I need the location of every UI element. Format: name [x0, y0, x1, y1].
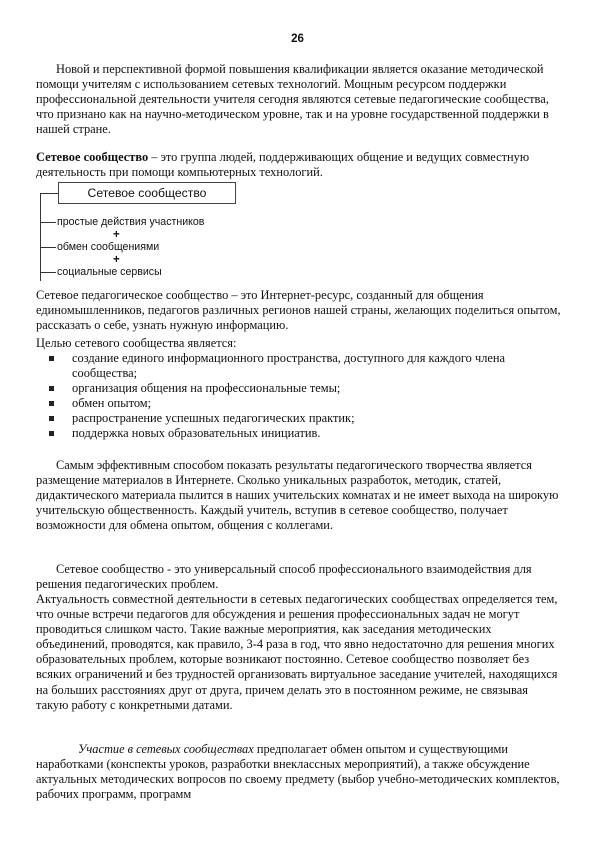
diagram-plus: +	[113, 254, 120, 266]
list-item: поддержка новых образовательных инициатив.	[36, 426, 561, 441]
list-item: создание единого информационного пространства, доступного для каждого члена сообщества;	[36, 351, 561, 381]
pedagogical-community-term: Сетевое педагогическое сообщество	[36, 288, 229, 302]
universal-way-paragraph: Сетевое сообщество - это универсальный способ профессионального взаимодействия для решения педагогических проблем.	[36, 562, 532, 592]
diagram-item: обмен сообщениями	[40, 241, 159, 254]
effective-way-paragraph: Самым эффективным способом показать результаты педагогического творчества является размещение материалов в Интернете. Сколько уникальных разработок, методик, статей, дидактического материала пылится в наших учительских комнатах и не имеет выхода на широкую учительскую общественность. Каждый учитель, вступив в сетевое сообщество, получает возможности для обмена опытом, общения с коллегами.	[36, 458, 559, 533]
diagram-item: простые действия участников	[40, 216, 204, 229]
list-item: организация общения на профессиональные темы;	[36, 381, 561, 396]
goals-heading: Целью сетевого сообщества является:	[36, 336, 237, 350]
page-number: 26	[291, 33, 304, 45]
bullet-icon	[49, 431, 54, 436]
relevance-paragraph: Актуальность совместной деятельности в сетевых педагогических сообществах определяется тем, что очные встречи педагогов для обсуждения и решения профессиональных задач не могут проводиться слишком часто. Такие важные мероприятия, как заседания методических объединений, проводятся, как правило, 3-4 раза в год, что явно недостаточно для решения многих образовательных проблем, которые возникают постоянно. Сетевое сообщество позволяет без всяких ограничений и без трудностей организовать виртуальное заседание учителей, находящихся на больших расстояниях друг от друга, причем делать это в постоянном режиме, не связывая такую работу с конкретными датами.	[36, 592, 558, 712]
list-item: обмен опытом;	[36, 396, 561, 411]
diagram-title: Сетевое сообщество	[58, 182, 236, 204]
bullet-icon	[49, 356, 54, 361]
diagram-item: социальные сервисы	[40, 266, 162, 279]
diagram-connector	[40, 193, 60, 194]
network-community-definition	[36, 150, 561, 180]
bullet-icon	[49, 416, 54, 421]
participation-paragraph	[36, 742, 561, 802]
diagram-plus: +	[113, 229, 120, 241]
pedagogical-community-definition-text: – это Интернет-ресурс, созданный для общения единомышленников, педагогов различных регионов нашей страны, желающих поделиться опытом, рассказать о себе, узнать нужную информацию.	[36, 288, 561, 333]
network-community-term: Сетевое сообщество	[36, 150, 149, 164]
bullet-icon	[49, 386, 54, 391]
participation-term: Участие в сетевых сообществах	[78, 742, 254, 756]
network-community-diagram	[36, 182, 286, 284]
participation-text: предполагает обмен опытом и существующими наработками (конспекты уроков, разработки внеклассных мероприятий), а также обсуждение актуальных методических вопросов по своему предмету (выбор учебно-методических комплектов, рабочих программ, программ	[36, 742, 560, 802]
goals-list	[36, 351, 561, 442]
network-community-definition-text: – это группа людей, поддерживающих общение и ведущих совместную деятельность при помощи компьютерных технологий.	[36, 150, 530, 180]
pedagogical-community-definition	[36, 288, 561, 333]
intro-paragraph: Новой и перспективной формой повышения квалификации является оказание методической помощи учителям с использованием сетевых технологий. Мощным ресурсом поддержки профессиональной деятельности учителя сегодня являются сетевые педагогические сообщества, что признано как на научно-методическом уровне, так и на уровне государственной поддержки в нашей стране.	[36, 62, 549, 137]
list-item: распространение успешных педагогических практик;	[36, 411, 561, 426]
bullet-icon	[49, 401, 54, 406]
